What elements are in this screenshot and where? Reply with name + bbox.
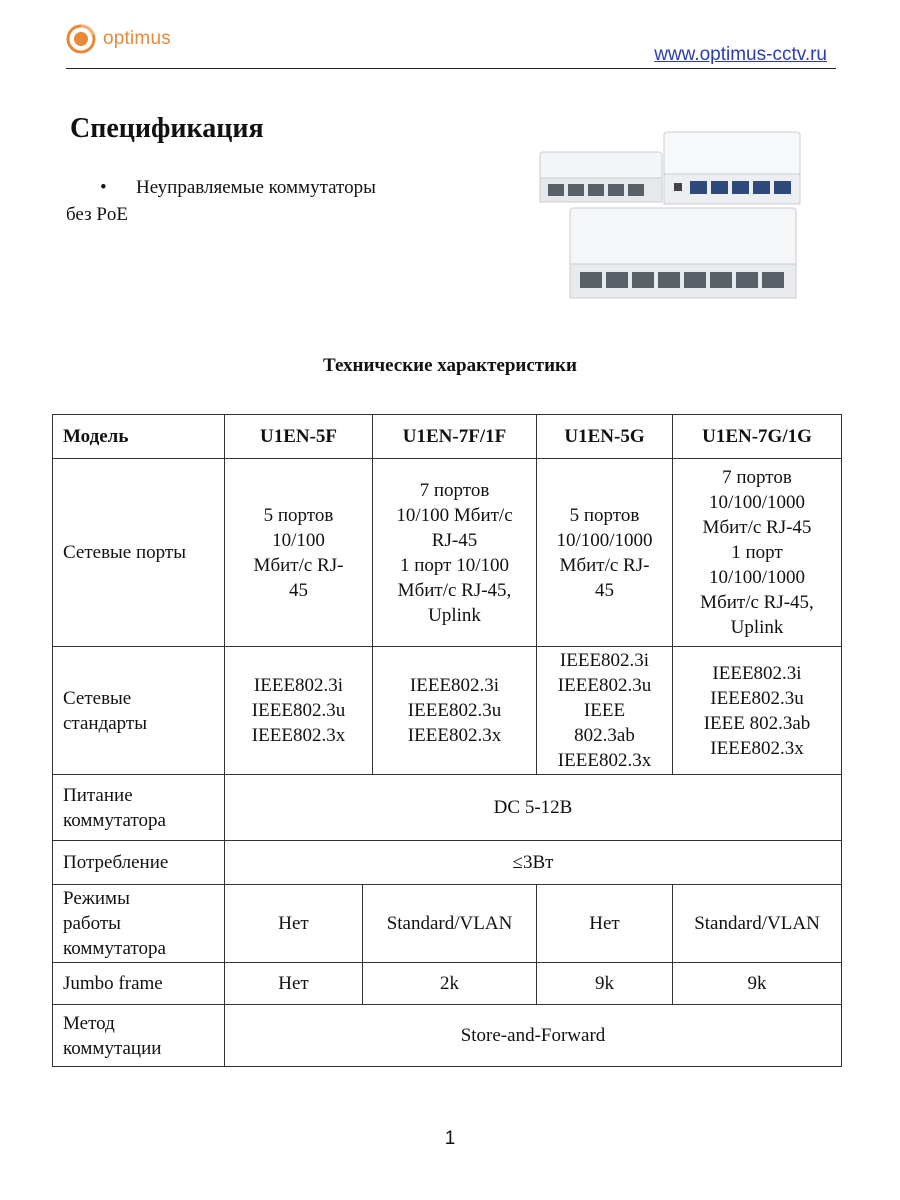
table-cell: Нет bbox=[225, 963, 363, 1005]
table-row bbox=[53, 841, 842, 885]
network-switch-photo-icon bbox=[530, 126, 810, 306]
table-cell: IEEE802.3i IEEE802.3u IEEE 802.3ab IEEE802.3x bbox=[537, 647, 673, 775]
table-row bbox=[53, 775, 842, 841]
table-cell: 5 портов 10/100/1000 Мбит/с RJ- 45 bbox=[537, 459, 673, 647]
table-cell: 9k bbox=[673, 963, 842, 1005]
spec-table bbox=[52, 414, 842, 1067]
optimus-logo-icon bbox=[66, 24, 96, 54]
table-cell: 5 портов 10/100 Мбит/с RJ- 45 bbox=[225, 459, 373, 647]
table-cell: 2k bbox=[363, 963, 537, 1005]
row-label: Питание коммутатора bbox=[53, 775, 225, 841]
table-cell: Standard/VLAN bbox=[673, 885, 842, 963]
header-model: U1EN-5G bbox=[537, 415, 673, 459]
table-cell: DC 5-12В bbox=[225, 775, 842, 841]
table-row bbox=[53, 415, 842, 459]
table-row bbox=[53, 885, 842, 963]
page-number: 1 bbox=[444, 1128, 456, 1149]
brand-logo bbox=[66, 24, 171, 54]
bullet-item bbox=[100, 177, 376, 199]
table-cell: IEEE802.3i IEEE802.3u IEEE 802.3ab IEEE802.3x bbox=[673, 647, 842, 775]
table-row bbox=[53, 459, 842, 647]
header-label: Модель bbox=[53, 415, 225, 459]
website-link[interactable]: www.optimus-cctv.ru bbox=[654, 44, 827, 65]
row-label: Метод коммутации bbox=[53, 1005, 225, 1067]
table-row bbox=[53, 1005, 842, 1067]
row-label: Jumbo frame bbox=[53, 963, 225, 1005]
table-cell: Store-and-Forward bbox=[225, 1005, 842, 1067]
bullet-text-line1: Неуправляемые коммутаторы bbox=[136, 177, 376, 198]
row-label: Сетевые порты bbox=[53, 459, 225, 647]
table-cell: 7 портов 10/100 Мбит/с RJ-45 1 порт 10/100 Мбит/с RJ-45, Uplink bbox=[373, 459, 537, 647]
header-model: U1EN-7G/1G bbox=[673, 415, 842, 459]
logo-text: optimus bbox=[103, 28, 171, 49]
table-cell: ≤3Вт bbox=[225, 841, 842, 885]
page-title: Спецификация bbox=[70, 113, 264, 144]
page-header bbox=[0, 0, 900, 72]
table-cell: 7 портов 10/100/1000 Мбит/с RJ-45 1 порт 10/100/1000 Мбит/с RJ-45, Uplink bbox=[673, 459, 842, 647]
table-cell: Нет bbox=[225, 885, 363, 963]
bullet-text-line2: без PoE bbox=[66, 204, 129, 225]
row-label: Режимы работы коммутатора bbox=[53, 885, 225, 963]
bullet-icon: • bbox=[100, 177, 107, 198]
row-label: Сетевые стандарты bbox=[53, 647, 225, 775]
header-divider bbox=[66, 68, 836, 69]
table-cell: Нет bbox=[537, 885, 673, 963]
table-cell: Standard/VLAN bbox=[363, 885, 537, 963]
table-cell: IEEE802.3i IEEE802.3u IEEE802.3x bbox=[373, 647, 537, 775]
table-cell: 9k bbox=[537, 963, 673, 1005]
section-heading: Технические характеристики bbox=[323, 355, 577, 376]
row-label: Потребление bbox=[53, 841, 225, 885]
table-row bbox=[53, 963, 842, 1005]
table-row bbox=[53, 647, 842, 775]
header-model: U1EN-5F bbox=[225, 415, 373, 459]
header-model: U1EN-7F/1F bbox=[373, 415, 537, 459]
table-cell: IEEE802.3i IEEE802.3u IEEE802.3x bbox=[225, 647, 373, 775]
